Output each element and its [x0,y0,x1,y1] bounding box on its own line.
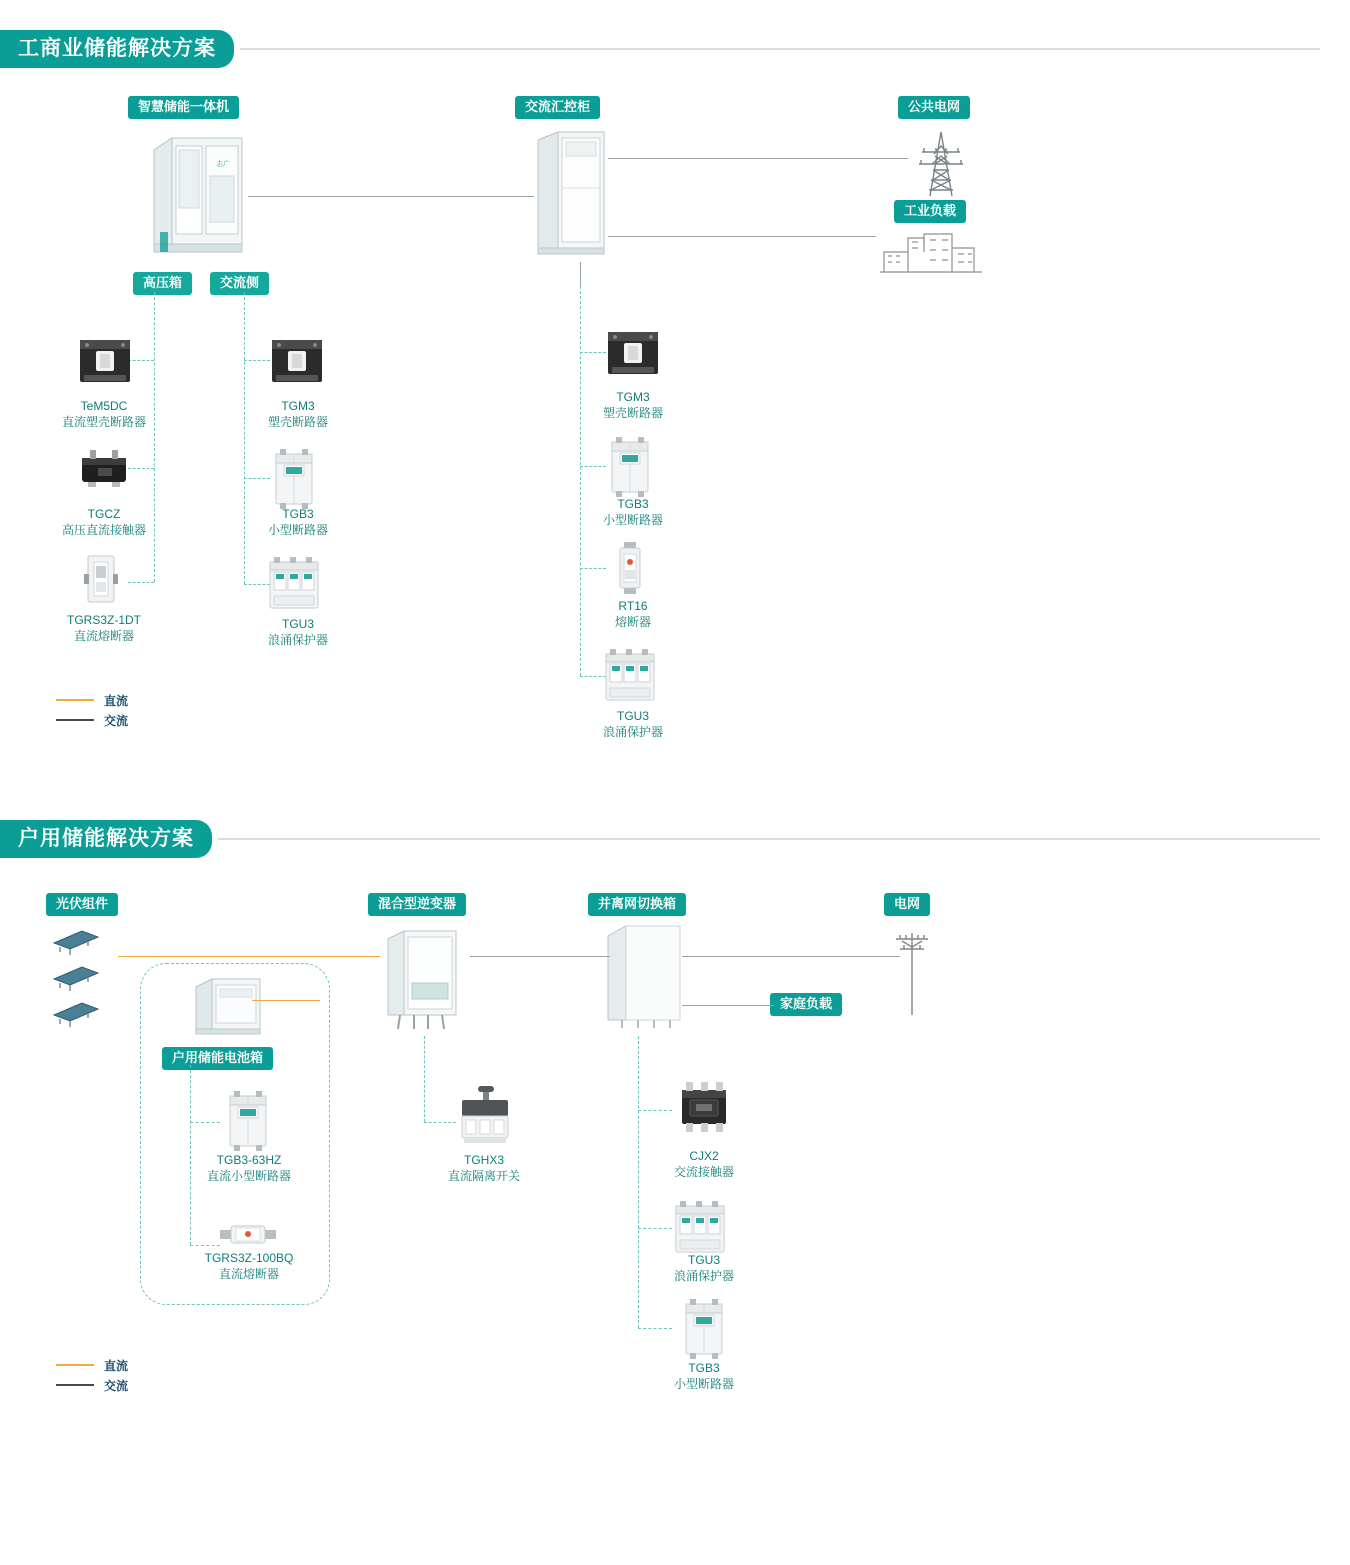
device-caption-tgm3-ac [218,398,378,430]
device-icon-cylindrical-fuse [216,1218,280,1250]
legend-label-ac: 交流 [104,1378,129,1393]
connector-hv-trunk [154,292,155,582]
device-model: TGB3 [282,507,314,521]
node-label-home-battery-box: 户用储能电池箱 [162,1047,273,1070]
line-cabinet-to-grid [608,158,908,159]
device-model: TGM3 [616,390,650,404]
pv-modules-icon [48,925,104,1035]
legend-label-dc: 直流 [104,693,129,708]
device-desc: 高压直流接触器 [61,523,146,537]
device-caption-tgu3-cabinet [553,708,713,740]
node-label-industrial-load: 工业负载 [894,200,966,223]
connector-battery-1 [190,1122,220,1123]
connector-inverter-trunk [424,1036,425,1122]
device-model: TeM5DC [80,399,128,413]
section-title-residential: 户用储能解决方案 [0,820,212,858]
device-caption-cjx2 [624,1148,784,1180]
device-model: TGM3 [281,399,315,413]
node-label-public-grid: 公共电网 [898,96,970,119]
connector-ac-1 [244,360,270,361]
connector-switchbox-2 [638,1228,672,1229]
device-desc: 塑壳断路器 [267,415,328,429]
connector-switchbox-3 [638,1328,672,1329]
device-model: TGRS3Z-100BQ [204,1251,294,1265]
device-icon-fuse [614,540,646,596]
utility-pole-icon [890,925,934,1017]
node-label-grid: 电网 [884,893,930,916]
node-label-home-load: 家庭负载 [770,993,842,1016]
device-desc: 小型断路器 [602,513,663,527]
connector-ac-2 [244,478,270,479]
device-model: TGU3 [687,1253,720,1267]
device-desc: 直流小型断路器 [206,1169,291,1183]
line-switchbox-to-home-load [682,1005,774,1006]
node-label-grid-switch-box: 并离网切换箱 [588,893,686,916]
device-caption-rt16 [553,598,713,630]
legend-swatch-ac [56,1384,94,1386]
node-label-ess-integrated-machine: 智慧储能一体机 [128,96,239,119]
device-caption-tgb3-ac [218,506,378,538]
device-model: TGU3 [281,617,314,631]
device-desc: 小型断路器 [267,523,328,537]
device-caption-tgu3-home [624,1252,784,1284]
legend-label-ac: 交流 [104,713,129,728]
device-caption-tgb3-63hz [170,1152,328,1184]
power-pylon-icon [910,130,972,198]
ess-integrated-machine-image [148,132,248,257]
device-icon-dc-isolator [456,1084,514,1146]
device-desc: 直流熔断器 [218,1267,279,1281]
device-icon-molded-case-breaker [604,326,662,380]
section-title-commercial: 工商业储能解决方案 [0,30,234,68]
device-caption-tgrs3z-100bq [160,1250,338,1282]
ac-control-cabinet-image [532,128,610,258]
line-switchbox-to-grid [682,956,900,957]
device-desc: 直流隔离开关 [447,1169,520,1183]
legend-swatch-ac [56,719,94,721]
line-inverter-to-switchbox [470,956,610,957]
device-icon-surge-protector [672,1200,728,1258]
device-caption-tgm3-cabinet [553,389,713,421]
connector-cabinet-drop [580,262,581,286]
line-ess-to-cabinet [248,196,534,197]
legend-swatch-dc [56,1364,94,1366]
section-divider [240,48,1320,50]
device-caption-tghx3 [396,1152,572,1184]
device-model: TGB3 [617,497,649,511]
device-model: TGU3 [616,709,649,723]
device-desc: 交流接触器 [673,1165,734,1179]
device-icon-miniature-breaker [680,1298,728,1360]
device-icon-dc-contactor [76,446,132,490]
device-caption-tem5dc [24,398,184,430]
device-caption-tgb3-home [624,1360,784,1392]
svg-text:志广: 志广 [216,161,230,168]
device-desc: 直流塑壳断路器 [61,415,146,429]
grid-switch-box-image [604,920,684,1034]
legend-residential [56,1355,128,1395]
device-desc: 熔断器 [614,615,651,629]
section-divider [218,838,1320,840]
device-desc: 直流熔断器 [73,629,134,643]
section-header-commercial [0,30,1320,68]
device-model: TGHX3 [463,1153,504,1167]
line-pv-to-inverter [118,956,380,957]
branch-label-ac-side: 交流侧 [210,272,269,295]
device-model: TGB3 [688,1361,720,1375]
node-label-ac-control-cabinet: 交流汇控柜 [515,96,600,119]
legend-label-dc: 直流 [104,1358,129,1373]
device-icon-miniature-breaker [606,436,654,498]
connector-inverter-1 [424,1122,456,1123]
connector-switchbox-1 [638,1110,672,1111]
device-model: TGB3-63HZ [216,1153,282,1167]
device-caption-tgrs3z-1dt [14,612,194,644]
node-label-hybrid-inverter: 混合型逆变器 [368,893,466,916]
section-header-residential [0,820,1320,858]
connector-switchbox-trunk [638,1036,639,1328]
device-icon-miniature-breaker [224,1090,272,1152]
device-desc: 浪涌保护器 [673,1269,734,1283]
device-icon-molded-case-breaker [268,334,326,388]
device-icon-surge-protector [602,648,658,706]
device-desc: 塑壳断路器 [602,406,663,420]
line-battery-to-inverter [252,1000,320,1001]
hybrid-inverter-image [382,925,464,1035]
node-label-pv-modules: 光伏组件 [46,893,118,916]
connector-ac-trunk [244,292,245,584]
device-model: TGRS3Z-1DT [66,613,141,627]
home-battery-cabinet-image [192,975,264,1037]
branch-label-hv-box: 高压箱 [133,272,192,295]
device-desc: 浪涌保护器 [602,725,663,739]
device-desc: 小型断路器 [673,1377,734,1391]
connector-cabinet-2 [580,466,606,467]
device-caption-tgcz [24,506,184,538]
device-icon-molded-case-breaker [76,334,134,388]
connector-cabinet-1 [580,352,606,353]
device-caption-tgb3-cabinet [553,496,713,528]
connector-cabinet-3 [580,568,606,569]
device-model: CJX2 [689,1149,719,1163]
line-cabinet-to-load [608,236,876,237]
device-icon-miniature-breaker [270,448,318,510]
legend-commercial [56,690,128,730]
device-icon-ac-contactor [676,1078,732,1140]
connector-hv-3 [128,582,154,583]
device-caption-tgu3-ac [218,616,378,648]
device-model: RT16 [618,599,648,613]
device-model: TGCZ [87,507,121,521]
industrial-load-icon [878,228,984,274]
device-icon-surge-protector [266,556,322,614]
device-icon-dc-fuse [78,552,124,606]
legend-swatch-dc [56,699,94,701]
device-desc: 浪涌保护器 [267,633,328,647]
